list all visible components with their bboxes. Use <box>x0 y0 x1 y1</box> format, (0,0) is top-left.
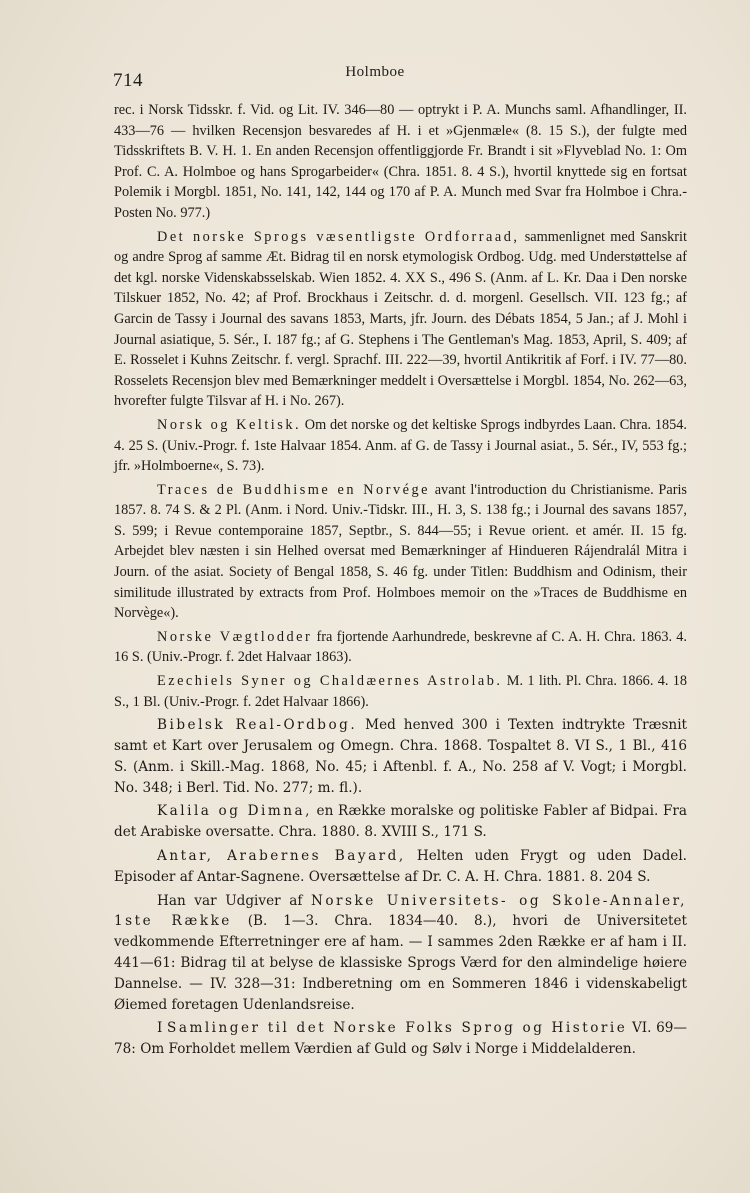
entry-title: Norske Universitets- og Skole-Annaler, 1ste Række <box>114 892 687 930</box>
entry-ezechiel <box>114 671 687 712</box>
entry-text: VI. 69—78: Om Forholdet mellem Værdien af Guld og Sølv i Norge i Middelalderen. <box>114 1020 687 1058</box>
entry-title: Samlinger til det Norske Folks Sprog og Historie <box>167 1020 628 1037</box>
entry-title: Det norske Sprogs væsentligste Ordforraad, <box>157 228 520 245</box>
entry-text: fra fjortende Aarhundrede, beskrevne af C. A. H. Chra. 1863. 4. 16 S. (Univ.-Progr. f. 2det Halvaar 1863). <box>114 628 687 666</box>
entry-ordforraad <box>114 227 687 412</box>
entry-text: Om det norske og det keltiske Sprogs indbyrdes Laan. Chra. 1854. 4. 25 S. (Univ.-Progr. f. 1ste Halvaar 1854. Anm. af G. de Tassy i Journal asiat., 5. Sér., IV, 553 fg.; jfr. »Holmboerne«, S. 73). <box>114 416 687 475</box>
entry-continuation <box>114 100 687 224</box>
entry-kalila <box>114 801 687 843</box>
entry-title: Norske Vægtlodder <box>157 628 313 645</box>
entry-buddhisme <box>114 480 687 624</box>
entry-text: Med henved 300 i Texten indtrykte Træsnit samt et Kart over Jerusalem og Omegn. Chra. 1868. Tospaltet 8. VI S., 1 Bl., 416 S. (Anm. i Skill.-Mag. 1868, No. 45; i Aftenbl. f. A., No. 258 af V. Vogt; i Morgbl. No. 348; i Berl. Tid. No. 277; m. fl.). <box>114 717 688 796</box>
entry-text: sammenlignet med Sanskrit og andre Sprog af samme Æt. Bidrag til en norsk etymologisk Ordbog. Udg. med Understøttelse af det kgl. norske Videnskabsselskab. Wien 1852. 4. XX S., 496 S. (Anm. af L. Kr. Daa i Den norske Tilskuer 1852, No. 42; af Prof. Brockhaus i Zeitschr. d. d. morgenl. Gesellsch. VII. 123 fg.; af Garcin de Tassy i Journal des savans 1853, Marts, jfr. Journ. des Débats 1854, 5 Jan.; af J. Mohl i Journal asiatique, 5. Sér., I. 187 fg.; af G. Stephens i The Gentleman's Mag. 1853, April, S. 409; af E. Rosselet i Kuhns Zeitschr. f. vergl. Sprachf. III. 222—39, hvortil Antikritik af Forf. i IV. 77—80. Rosselets Recensjon blev med Bemærkninger meddelt i Oversættelse i Morgbl. 1854, No. 262—63, hvorefter fulgte Tilsvar af H. i No. 267). <box>114 228 688 410</box>
page-number: 714 <box>113 70 143 91</box>
entry-vaegtlodder <box>114 627 687 668</box>
entry-title: Antar, Arabernes Bayard, <box>157 848 406 864</box>
entry-samlinger <box>114 1018 687 1060</box>
entry-norsk-keltisk <box>114 415 687 477</box>
entry-annaler <box>114 891 687 1016</box>
entry-title: Bibelsk Real-Ordbog. <box>157 717 358 734</box>
entry-lead: Han var Udgiver af <box>157 892 311 909</box>
entry-text: Helten uden Frygt og uden Dadel. Episoder af Antar-Sagnene. Oversættelse af Dr. C. A. H. Chra. 1881. 8. 204 S. <box>114 848 687 885</box>
entry-antar <box>114 846 687 888</box>
entry-lead: I <box>157 1020 168 1037</box>
entry-title: Norsk og Keltisk. <box>157 416 302 433</box>
entry-text: en Række moralske og politiske Fabler af Bidpai. Fra det Arabiske oversatte. Chra. 1880. 8. XVIII S., 171 S. <box>114 803 687 841</box>
entry-text: (B. 1—3. Chra. 1834—40. 8.), hvori de Universitetet vedkommende Efterretninger ere af ham. — I sammes 2den Række er af ham i II. 441—61: Bidrag til at belyse de klassiske Sprogs Værd for den almindelige høiere Dannelse. — IV. 328—31: Indberetning om en Sommeren 1846 i videnskabeligt Øiemed foretagen Udenlandsreise. <box>114 913 687 1013</box>
entry-text: M. 1 lith. Pl. Chra. 1866. 4. 18 S., 1 Bl. (Univ.-Progr. f. 2det Halvaar 1866). <box>114 673 688 710</box>
bibliography-body <box>114 100 687 1063</box>
entry-text: rec. i Norsk Tidsskr. f. Vid. og Lit. IV. 346—80 — optrykt i P. A. Munchs saml. Afhandlinger, II. 433—76 — hvilken Recensjon besvaredes af H. i et »Gjenmæle« (8. 15 S.), der fulgte med Tidsskriftets B. V. H. 1. En anden Recensjon offentliggjorde Fr. Brandt i sit »Flyveblad No. 1: Om Prof. C. A. Holmboe og hans Sprogarbeider« (Chra. 1851. 8. 4 S.), hvortil knyttede sig en fortsat Polemik i Morgbl. 1851, No. 141, 142, 144 og 170 af P. A. Munch med Svar fra Holmboe i Chra.-Posten No. 977.) <box>114 102 687 221</box>
entry-title: Traces de Buddhisme en Norvége <box>157 481 430 498</box>
entry-title: Ezechiels Syner og Chaldæernes Astrolab. <box>157 673 503 690</box>
entry-text: avant l'introduction du Christianisme. Paris 1857. 8. 74 S. & 2 Pl. (Anm. i Nord. Univ.-Tidskr. III., H. 3, S. 138 fg.; i Journal des savans 1857, S. 599; i Revue contemporaine 1857, Septbr., S. 844—55; i Revue orient. et amér. II. 15 fg. Arbejdet blev næsten i sin Helhed oversat med Bemærkninger af Hindueren Rájendralál Mitra i Journ. of the asiat. Society of Bengal 1858, S. 46 fg. under Titlen: Buddhism and Odinism, their similitude illustrated by extracts from Prof. Holmboes memoir on the »Traces de Buddhisme en Norvège«). <box>114 481 687 622</box>
entry-title: Kalila og Dimna, <box>157 803 312 820</box>
running-head: Holmboe <box>345 64 405 80</box>
entry-real-ordbog <box>114 715 687 798</box>
